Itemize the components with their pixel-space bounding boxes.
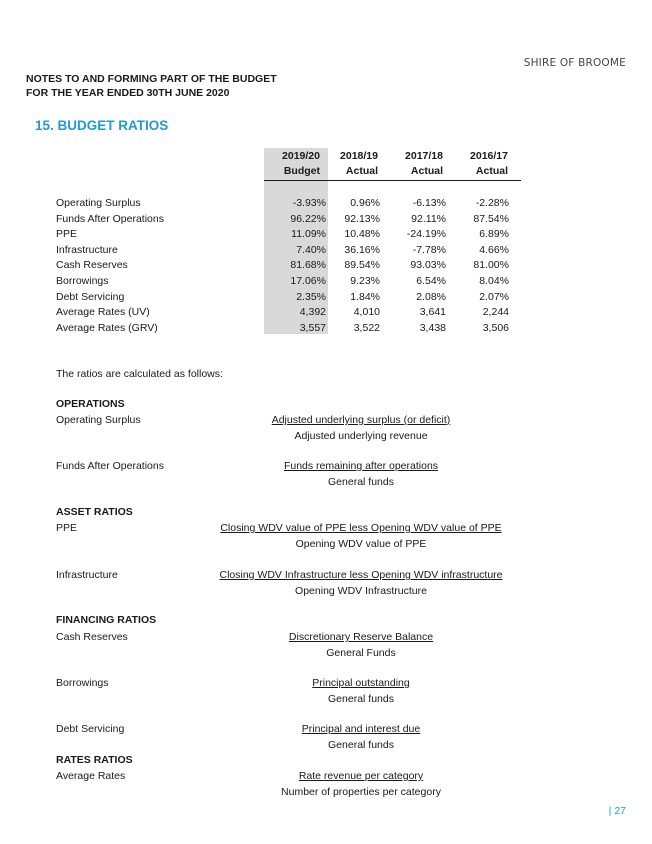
heading-line-1: NOTES TO AND FORMING PART OF THE BUDGET: [26, 73, 277, 85]
formula-numerator: Closing WDV Infrastructure less Opening WDV infrastructure: [219, 569, 503, 581]
column-header-2016-17: [458, 150, 508, 177]
cell-value: 93.03%: [410, 259, 446, 272]
column-header-2017-18: [394, 150, 443, 177]
group-asset-ratios: ASSET RATIOS: [56, 506, 133, 518]
cell-value: -24.19%: [406, 228, 446, 241]
formula-cash-reserves: [200, 630, 522, 661]
cell-value: 1.84%: [350, 290, 380, 303]
formula-label: Operating Surplus: [56, 414, 141, 426]
formula-numerator: Closing WDV value of PPE less Opening WDV value of PPE: [220, 522, 502, 534]
heading-line-2: FOR THE YEAR ENDED 30TH JUNE 2020: [26, 87, 230, 99]
column-header-2018-19: [330, 150, 378, 177]
cell-value: 8.04%: [479, 275, 509, 287]
formula-numerator: Discretionary Reserve Balance: [288, 631, 434, 643]
formula-denominator: Opening WDV value of PPE: [295, 537, 427, 550]
formula-label: PPE: [56, 522, 78, 534]
row-label: Borrowings: [56, 275, 109, 287]
cell-value: 4.66%: [479, 243, 509, 256]
formula-label: Debt Servicing: [56, 723, 125, 735]
table-row: [56, 259, 526, 274]
cell-value: 9.23%: [350, 275, 380, 287]
cell-value: 36.16%: [344, 243, 380, 256]
cell-value: 2.08%: [416, 290, 446, 303]
cell-value: -6.13%: [412, 197, 446, 209]
column-type: Actual: [345, 165, 378, 177]
cell-value: 6.54%: [416, 275, 446, 287]
column-type: Budget: [283, 165, 320, 177]
cell-value: 2,244: [482, 306, 509, 319]
formula-denominator: General Funds: [326, 646, 396, 659]
formula-label: Infrastructure: [56, 569, 118, 581]
cell-value: 6.89%: [479, 228, 509, 241]
document-heading: [26, 72, 277, 100]
formula-denominator: Opening WDV Infrastructure: [295, 584, 427, 597]
cell-value: 2.07%: [479, 290, 509, 303]
cell-value: 87.54%: [473, 212, 509, 225]
cell-value: 92.13%: [344, 212, 380, 225]
formula-denominator: General funds: [328, 738, 394, 751]
formula-numerator: Rate revenue per category: [298, 770, 424, 782]
formula-numerator: Funds remaining after operations: [283, 460, 439, 472]
cell-value: 2.35%: [296, 290, 326, 303]
formula-funds-after-operations: [200, 459, 522, 490]
group-rates-ratios: RATES RATIOS: [56, 754, 133, 766]
table-row: [56, 244, 526, 259]
row-label: Infrastructure: [56, 243, 118, 256]
cell-value: 17.06%: [290, 275, 326, 287]
cell-value: 10.48%: [344, 228, 380, 241]
formula-label: Average Rates: [56, 770, 126, 782]
cell-value: -3.93%: [292, 197, 326, 209]
cell-value: 89.54%: [344, 259, 380, 272]
group-financing-ratios: FINANCING RATIOS: [56, 614, 157, 626]
cell-value: 3,438: [419, 321, 446, 334]
formula-label: Funds After Operations: [56, 460, 164, 472]
formula-operating-surplus: [200, 413, 522, 444]
cell-value: 11.09%: [291, 228, 326, 241]
group-operations: OPERATIONS: [56, 398, 125, 410]
formula-debt-servicing: [200, 722, 522, 753]
table-row: [56, 275, 526, 290]
formula-ppe: [200, 521, 522, 552]
column-year: 2019/20: [282, 150, 320, 162]
formula-label: Cash Reserves: [56, 631, 128, 643]
column-type: Actual: [410, 165, 443, 177]
row-label: Debt Servicing: [56, 290, 125, 303]
formula-denominator: Number of properties per category: [281, 785, 441, 798]
cell-value: -7.78%: [412, 243, 446, 256]
row-label: PPE: [56, 228, 78, 241]
calculation-intro: The ratios are calculated as follows:: [56, 368, 223, 380]
cell-value: 3,522: [353, 321, 380, 334]
formula-infrastructure: [200, 568, 522, 599]
formula-numerator: Adjusted underlying surplus (or deficit): [271, 414, 451, 426]
cell-value: 4,392: [299, 306, 326, 319]
row-label: Cash Reserves: [56, 259, 128, 272]
cell-value: 81.00%: [473, 259, 509, 272]
cell-value: 3,506: [482, 321, 509, 334]
column-year: 2016/17: [470, 150, 508, 162]
table-row: [56, 322, 526, 337]
row-label: Average Rates (UV): [56, 306, 150, 319]
cell-value: 4,010: [353, 306, 380, 319]
table-row: [56, 306, 526, 321]
formula-denominator: Adjusted underlying revenue: [294, 429, 428, 442]
column-year: 2017/18: [405, 150, 443, 162]
table-row: [56, 228, 526, 243]
column-header-budget: [264, 150, 320, 177]
row-label: Funds After Operations: [56, 212, 164, 225]
formula-numerator: Principal and interest due: [301, 723, 421, 735]
formula-numerator: Principal outstanding: [312, 677, 410, 689]
section-title: 15. BUDGET RATIOS: [35, 118, 169, 133]
cell-value: 81.68%: [290, 259, 326, 272]
cell-value: 92.11%: [411, 212, 446, 225]
formula-denominator: General funds: [328, 475, 394, 488]
column-year: 2018/19: [340, 150, 378, 162]
cell-value: 0.96%: [350, 197, 380, 209]
row-label: Operating Surplus: [56, 197, 141, 209]
organisation-name: SHIRE OF BROOME: [523, 57, 626, 69]
cell-value: 7.40%: [296, 243, 326, 256]
table-row: [56, 197, 526, 212]
formula-average-rates: [200, 769, 522, 800]
table-row: [56, 291, 526, 306]
table-row: [56, 213, 526, 228]
cell-value: 3,557: [299, 321, 326, 334]
formula-denominator: General funds: [328, 692, 394, 705]
cell-value: 3,641: [419, 306, 446, 319]
row-label: Average Rates (GRV): [56, 321, 158, 334]
formula-label: Borrowings: [56, 677, 109, 689]
cell-value: 96.22%: [290, 212, 326, 225]
page-number: | 27: [608, 805, 626, 817]
header-underline: [264, 180, 521, 181]
column-type: Actual: [475, 165, 508, 177]
formula-borrowings: [200, 676, 522, 707]
cell-value: -2.28%: [475, 197, 509, 209]
